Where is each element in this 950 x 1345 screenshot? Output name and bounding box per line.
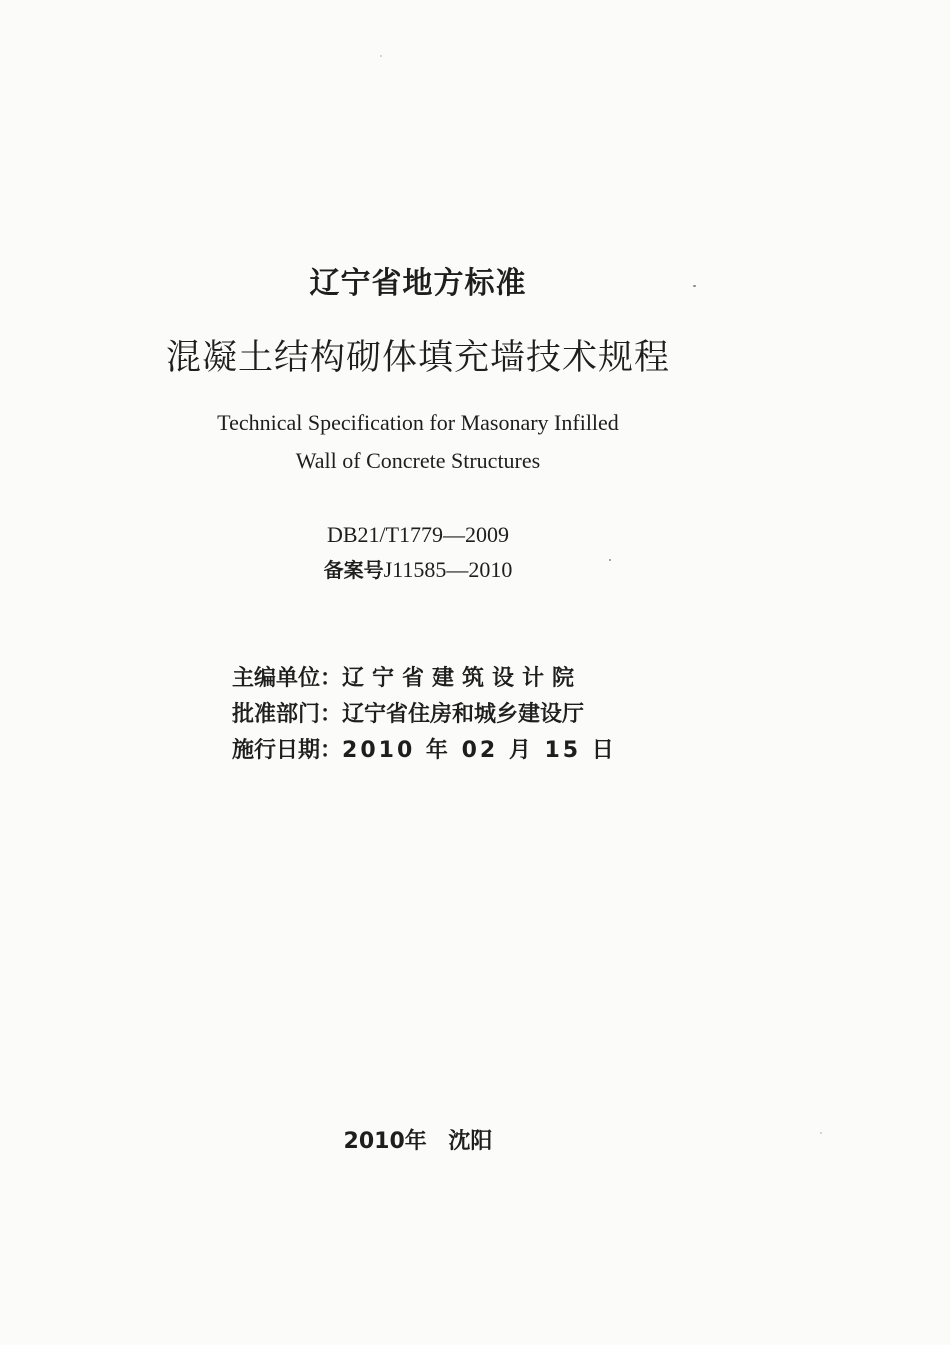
effective-date-value: 2010 年 02 月 15 日 (342, 738, 617, 763)
scan-speck (609, 559, 611, 561)
editor-label: 主编单位： (232, 666, 343, 691)
record-number-line (0, 554, 836, 583)
record-label: 备案号 (323, 558, 384, 582)
editor-unit-row (232, 661, 582, 692)
title-english-line-1: Technical Specification for Masonary Infilled (217, 410, 619, 435)
record-number: J11585—2010 (383, 557, 513, 582)
scan-speck (820, 1132, 822, 1134)
approver-label: 批准部门： (232, 702, 343, 727)
title-chinese: 混凝土结构砌体填充墙技术规程 (165, 338, 670, 378)
effective-date-label: 施行日期： (232, 738, 343, 763)
standard-category: 辽宁省地方标准 (309, 266, 527, 301)
title-english-line-2: Wall of Concrete Structures (295, 448, 541, 473)
approver-value: 辽宁省住房和城乡建设厅 (342, 702, 585, 727)
approver-row (232, 697, 584, 728)
editor-value: 辽宁省建筑设计院 (342, 666, 583, 691)
effective-date-row (232, 733, 617, 764)
scan-speck (693, 285, 696, 287)
publication-footer: 2010年 沈阳 (343, 1129, 493, 1154)
scan-speck (380, 55, 382, 57)
standard-code: DB21/T1779—2009 (326, 522, 510, 547)
